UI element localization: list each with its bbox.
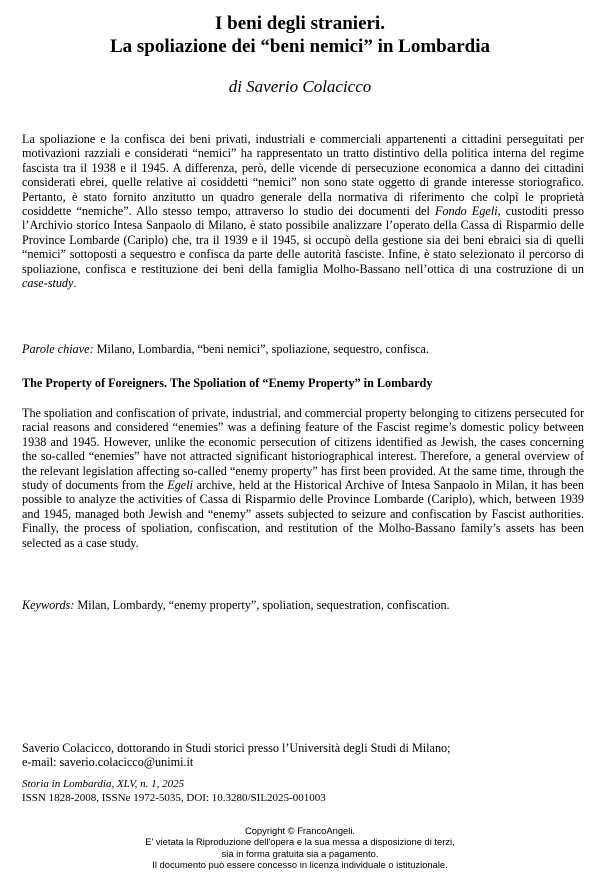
copyright-line-4: Il documento può essere concesso in licenza individuale o istituzionale. xyxy=(152,859,448,871)
copyright-line-3: sia in forma gratuita sia a pagamento. xyxy=(221,847,379,859)
abstract-it-end: . xyxy=(73,276,77,291)
affiliation-email: e-mail: saverio.colacicco@unimi.it xyxy=(22,755,194,770)
copyright-notice xyxy=(0,825,600,871)
copyright-line-2: E' vietata la Riproduzione dell'opera e la sua messa a disposizione di terzi, xyxy=(145,836,455,848)
copyright-line-1: Copyright © FrancoAngeli. xyxy=(244,825,356,836)
abstract-en-part-2: archive, held at the Historical Archive of Intesa Sanpaolo in Milan, it has been possible to analyze the activities of Cassa di Risparmio delle Province Lombarde (Cariplo), which, between 1939 and 1945, managed both Jewish and “enemy” assets subjected to seizure and confiscation by Fascist authorities. Finally, the process of spoliation, confiscation, and restitution of the Molho-Bassano family’s assets has been selected as a case study. xyxy=(22,478,584,550)
abstract-italian xyxy=(22,132,584,290)
keywords-it-label: Parole chiave: xyxy=(22,342,94,356)
keywords-en-text: Milan, Lombardy, “enemy property”, spoliation, sequestration, confiscation. xyxy=(74,598,450,612)
keywords-italian xyxy=(22,342,584,356)
keywords-it-text: Milano, Lombardia, “beni nemici”, spoliazione, sequestro, confisca. xyxy=(93,342,430,356)
author-line: di Saverio Colacicco xyxy=(228,77,372,96)
abstract-en-part-1: The spoliation and confiscation of private, industrial, and commercial property belonging to citizens persecuted for racial reasons and considered “enemies” was a defining feature of the Fascist regime’s domestic policy between 1938 and 1945. However, unlike the economic persecution of citizens identified as Jewish, the cases concerning the so-called “enemies” have not attracted significant historiographical interest. Therefore, a general overview of the relevant legislation affecting so-called “enemy property” has first been provided. At the same time, through the study of documents from the xyxy=(22,406,584,493)
abstract-en-egeli: Egeli xyxy=(167,478,193,493)
english-title: The Property of Foreigners. The Spoliation of “Enemy Property” in Lombardy xyxy=(22,376,433,390)
affiliation-line-1: Saverio Colacicco, dottorando in Studi storici presso l’Università degli Studi di Milano; xyxy=(22,741,451,755)
abstract-english xyxy=(22,406,584,550)
journal-info xyxy=(22,778,584,805)
keywords-english xyxy=(22,598,584,612)
abstract-it-fondo-egeli: Fondo Egeli xyxy=(434,204,498,219)
title-line-1: I beni degli stranieri. xyxy=(215,13,385,34)
abstract-it-part-2: , custoditi presso l’Archivio storico Intesa Sanpaolo di Milano, è stato possibile analizzare l’operato della Cassa di Risparmio delle Province Lombarde (Cariplo) che, tra il 1939 e il 1945, si occupò della gestione sia dei beni ebraici sia di quelli “nemici” sottoposti a sequestro e confisca da parte delle autorità fasciste. Infine, è stato selezionato il percorso di spoliazione, confisca e restituzione dei beni della famiglia Molho-Bassano nell’ottica di una costruzione di un xyxy=(22,204,584,276)
title-line-2: La spoliazione dei “beni nemici” in Lombardia xyxy=(109,36,491,57)
article-title xyxy=(0,12,600,58)
journal-reference: Storia in Lombardia, XLV, n. 1, 2025 xyxy=(22,778,185,790)
keywords-en-label: Keywords: xyxy=(22,598,75,612)
journal-issn-doi: ISSN 1828-2008, ISSNe 1972-5035, DOI: 10.3280/SIL2025-001003 xyxy=(22,791,326,804)
author-affiliation xyxy=(22,741,584,770)
abstract-it-case-study: case-study xyxy=(22,276,74,291)
abstract-it-part-1: La spoliazione e la confisca dei beni privati, industriali e commerciali appartenenti a cittadini perseguitati per motivazioni razziali e considerati “nemici” ha rappresentato un tratto distintivo della politica interna del regime fascista tra il 1938 e il 1945. A differenza, però, delle vicende di persecuzione economica a danno dei cittadini considerati ebrei, quelle relative ai cosiddetti “nemici” non sono state oggetto di grande interesse storiografico. Pertanto, è stato fornito anzitutto un quadro generale della normativa di riferimento che colpì le proprietà cosiddette “nemiche”. Allo stesso tempo, attraverso lo studio dei documenti del xyxy=(22,132,584,219)
